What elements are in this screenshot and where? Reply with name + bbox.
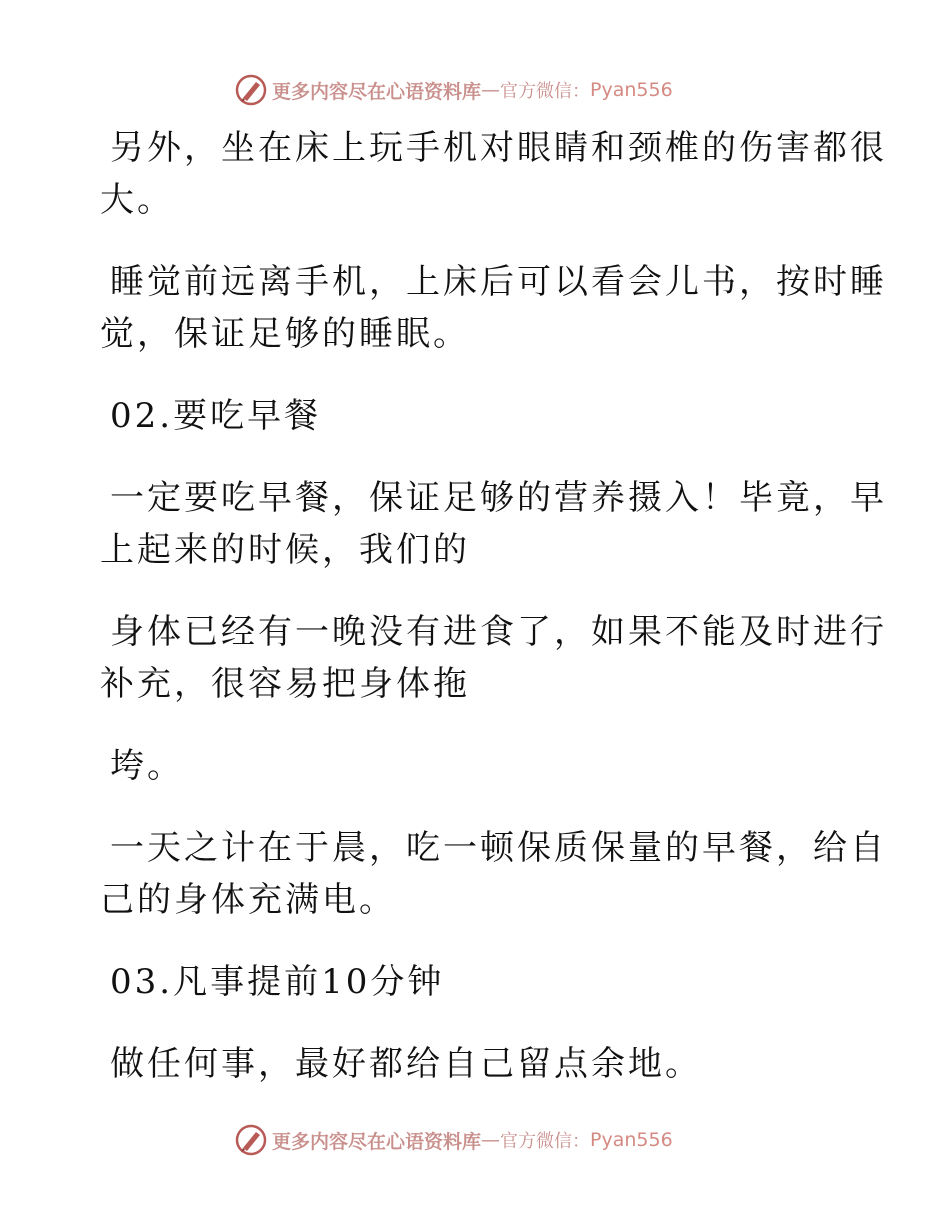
paragraph xyxy=(100,472,887,576)
footer-wechat-label: 官方微信： xyxy=(500,1131,591,1152)
text-line: 大。 xyxy=(100,180,174,220)
paragraph xyxy=(100,256,887,360)
text-line: 02.要吃早餐 xyxy=(110,396,322,436)
footer-banner xyxy=(234,1122,673,1158)
text-line: 03.凡事提前10分钟 xyxy=(110,962,445,1002)
paragraph xyxy=(100,822,887,926)
text-line: 一天之计在于晨，吃一顿保质保量的早餐，给自 xyxy=(110,828,887,868)
text-line: 另外，坐在床上玩手机对眼睛和颈椎的伤害都很 xyxy=(110,128,887,168)
header-banner xyxy=(234,72,673,108)
paragraph xyxy=(100,740,840,792)
header-wechat-label: 官方微信： xyxy=(500,81,591,102)
footer-site-text: 更多内容尽在心语资料库 xyxy=(272,1130,482,1153)
footer-separator: — xyxy=(481,1129,501,1151)
pen-logo-icon xyxy=(234,73,268,107)
text-line: 补充，很容易把身体拖 xyxy=(100,664,470,704)
paragraph xyxy=(100,122,887,226)
text-line: 上起来的时候，我们的 xyxy=(100,530,470,570)
footer-wechat-id: Pyan556 xyxy=(590,1129,673,1151)
section-heading xyxy=(100,390,840,442)
text-line: 身体已经有一晚没有进食了，如果不能及时进行 xyxy=(110,612,887,652)
paragraph xyxy=(100,1038,840,1090)
header-wechat-id: Pyan556 xyxy=(590,79,673,101)
text-line: 垮。 xyxy=(110,746,184,786)
pen-logo-icon xyxy=(234,1123,268,1157)
text-line: 睡觉前远离手机，上床后可以看会儿书，按时睡 xyxy=(110,262,887,302)
text-line: 己的身体充满电。 xyxy=(100,880,396,920)
document-body xyxy=(100,122,887,1120)
text-line: 一定要吃早餐，保证足够的营养摄入！毕竟，早 xyxy=(110,478,887,518)
section-heading xyxy=(100,956,840,1008)
text-line: 觉，保证足够的睡眠。 xyxy=(100,314,470,354)
paragraph xyxy=(100,606,887,710)
header-site-text: 更多内容尽在心语资料库 xyxy=(272,80,482,103)
header-separator: — xyxy=(481,79,501,101)
text-line: 做任何事，最好都给自己留点余地。 xyxy=(110,1044,702,1084)
